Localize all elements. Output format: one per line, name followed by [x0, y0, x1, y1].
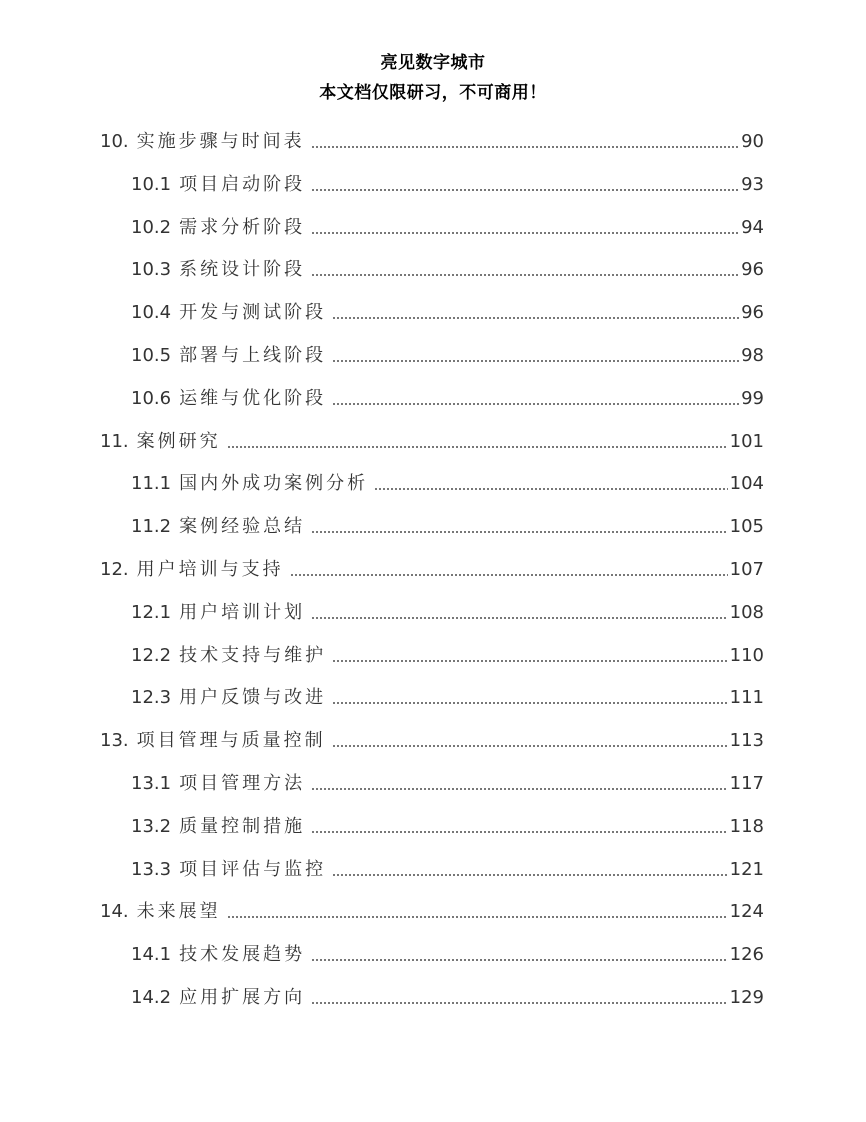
toc-entry-page-number: 104 [729, 473, 764, 495]
toc-entry[interactable] [131, 852, 764, 882]
toc-dot-leader [332, 359, 739, 363]
toc-dot-leader [311, 273, 739, 277]
toc-entry-page-number: 108 [729, 601, 764, 623]
toc-entry-title: 用户反馈与改进 [179, 687, 327, 709]
toc-entry-title: 用户培训与支持 [136, 559, 284, 580]
toc-entry[interactable] [100, 552, 764, 582]
toc-entry-number: 12.2 [131, 644, 172, 666]
toc-entry-number: 10.2 [131, 216, 172, 238]
toc-entry-title: 实施步骤与时间表 [136, 131, 305, 152]
toc-entry-title: 技术支持与维护 [179, 644, 327, 666]
toc-entry-page-number: 107 [729, 559, 764, 580]
toc-entry-number: 11.1 [131, 473, 172, 495]
toc-entry-number: 14.1 [131, 944, 172, 966]
toc-entry-number: 10.3 [131, 259, 172, 281]
toc-entry[interactable] [131, 509, 764, 539]
toc-entry-number: 13. [100, 730, 129, 752]
toc-dot-leader [311, 145, 739, 149]
toc-entry[interactable] [131, 595, 764, 625]
toc-entry-title: 项目评估与监控 [179, 858, 327, 880]
toc-entry-title: 项目管理方法 [179, 773, 306, 794]
toc-dot-leader [311, 231, 739, 235]
toc-entry-title: 技术发展趋势 [179, 944, 306, 966]
toc-entry-number: 10.6 [131, 387, 172, 409]
toc-dot-leader [332, 744, 728, 748]
toc-entry-title: 案例研究 [136, 430, 221, 452]
page-header [0, 48, 866, 108]
toc-entry-title: 用户培训计划 [179, 601, 306, 623]
toc-entry[interactable] [131, 766, 764, 796]
toc-entry-number: 10.5 [131, 345, 172, 366]
toc-dot-leader [311, 1001, 728, 1005]
toc-entry-number: 14.2 [131, 987, 172, 1008]
toc-dot-leader [311, 616, 728, 620]
toc-entry[interactable] [131, 809, 764, 839]
toc-entry-page-number: 113 [729, 730, 764, 752]
toc-dot-leader [332, 659, 728, 663]
toc-entry[interactable] [100, 424, 764, 454]
toc-dot-leader [227, 445, 728, 449]
toc-entry-page-number: 98 [741, 345, 764, 366]
toc-entry-number: 13.1 [131, 773, 172, 794]
toc-dot-leader [332, 701, 728, 705]
toc-dot-leader [374, 487, 728, 491]
toc-entry-number: 10. [100, 131, 129, 152]
toc-entry-title: 系统设计阶段 [179, 259, 306, 281]
toc-entry-page-number: 90 [741, 131, 764, 152]
toc-entry-page-number: 121 [729, 858, 764, 880]
toc-entry-number: 12.1 [131, 601, 172, 623]
toc-entry[interactable] [131, 252, 764, 282]
toc-entry-title: 应用扩展方向 [179, 987, 306, 1008]
toc-entry-page-number: 105 [729, 516, 764, 538]
toc-entry-page-number: 118 [729, 815, 764, 837]
toc-entry[interactable] [131, 466, 764, 496]
toc-entry-page-number: 99 [741, 387, 764, 409]
toc-entry[interactable] [131, 980, 764, 1010]
toc-entry-title: 运维与优化阶段 [179, 387, 327, 409]
toc-dot-leader [311, 830, 728, 834]
toc-entry-page-number: 124 [729, 901, 764, 923]
toc-entry-number: 10.1 [131, 173, 172, 195]
toc-entry-page-number: 101 [729, 430, 764, 452]
toc-entry-page-number: 94 [741, 216, 764, 238]
header-title: 亮见数字城市 [380, 53, 486, 73]
toc-entry-page-number: 96 [741, 302, 764, 324]
toc-entry-title: 未来展望 [136, 901, 221, 923]
toc-entry-title: 需求分析阶段 [179, 216, 306, 238]
toc-entry-title: 部署与上线阶段 [179, 345, 327, 366]
toc-dot-leader [311, 188, 739, 192]
toc-entry-title: 项目管理与质量控制 [136, 730, 326, 752]
toc-entry[interactable] [131, 937, 764, 967]
toc-dot-leader [227, 915, 728, 919]
toc-entry[interactable] [131, 210, 764, 240]
toc-dot-leader [332, 402, 739, 406]
toc-entry-number: 13.2 [131, 815, 172, 837]
toc-dot-leader [311, 787, 728, 791]
toc-entry-title: 国内外成功案例分析 [179, 473, 369, 495]
toc-entry-page-number: 117 [729, 773, 764, 794]
toc-entry-page-number: 111 [729, 687, 764, 709]
toc-dot-leader [311, 958, 728, 962]
toc-dot-leader [290, 573, 728, 577]
toc-entry[interactable] [100, 894, 764, 924]
toc-entry[interactable] [131, 680, 764, 710]
toc-entry[interactable] [131, 381, 764, 411]
toc-entry-page-number: 126 [729, 944, 764, 966]
header-notice: 本文档仅限研习，不可商用！ [319, 83, 547, 103]
toc-entry-number: 12.3 [131, 687, 172, 709]
toc-entry-number: 14. [100, 901, 129, 923]
toc-entry-title: 开发与测试阶段 [179, 302, 327, 324]
toc-entry-number: 11. [100, 430, 129, 452]
toc-entry[interactable] [131, 295, 764, 325]
toc-entry-title: 案例经验总结 [179, 516, 306, 538]
toc-entry-title: 项目启动阶段 [179, 173, 306, 195]
toc-entry-page-number: 96 [741, 259, 764, 281]
toc-entry-number: 11.2 [131, 516, 172, 538]
toc-entry-title: 质量控制措施 [179, 815, 306, 837]
toc-entry[interactable] [131, 638, 764, 668]
toc-entry[interactable] [131, 167, 764, 197]
toc-entry[interactable] [131, 338, 764, 368]
toc-entry-number: 13.3 [131, 858, 172, 880]
toc-entry[interactable] [100, 124, 764, 154]
toc-entry[interactable] [100, 723, 764, 753]
toc-dot-leader [332, 316, 739, 320]
toc-dot-leader [311, 530, 728, 534]
toc-entry-page-number: 93 [741, 173, 764, 195]
toc-dot-leader [332, 873, 728, 877]
toc-entry-number: 10.4 [131, 302, 172, 324]
toc-entry-page-number: 129 [729, 987, 764, 1008]
toc-entry-page-number: 110 [729, 644, 764, 666]
toc-entry-number: 12. [100, 559, 129, 580]
